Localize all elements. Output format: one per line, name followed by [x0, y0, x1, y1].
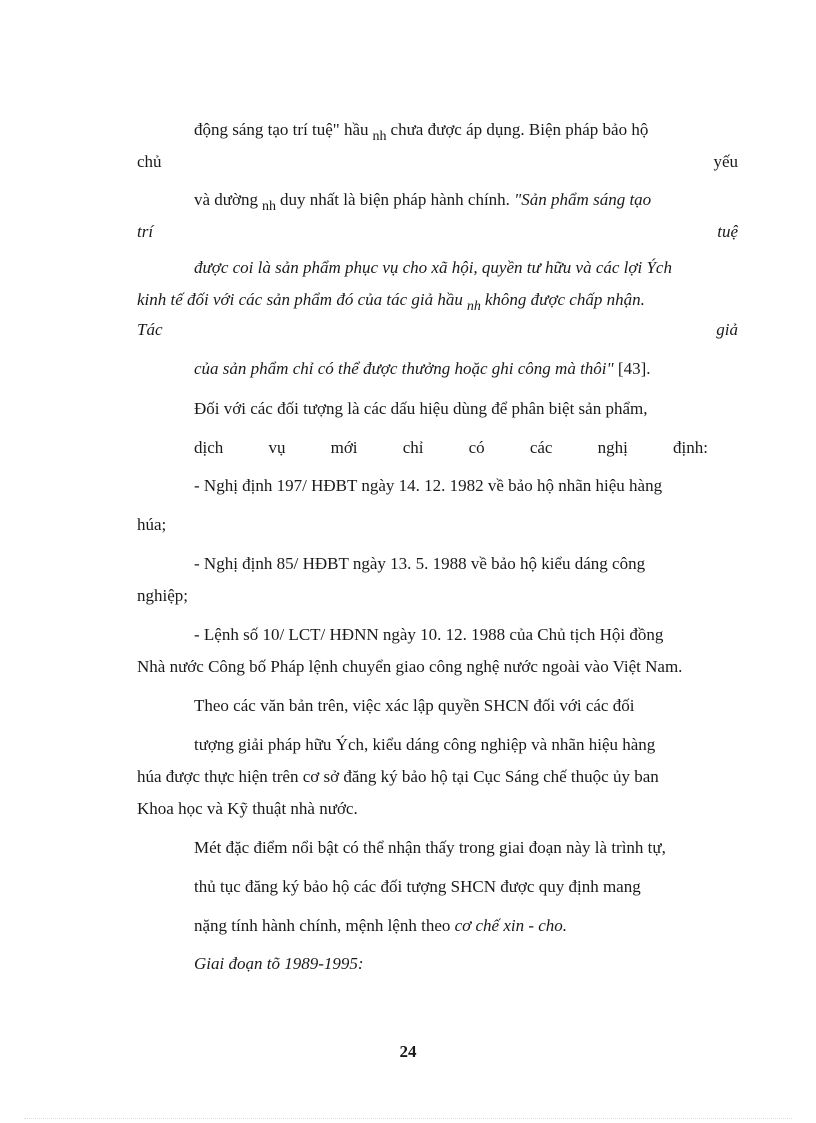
text-line-5: được coi là sản phẩm phục vụ cho xã hội, quyền tư hữu và các lợi Ých — [194, 258, 672, 277]
text-line-7: Tác giả — [137, 320, 738, 339]
text-line-9: Đối với các đối tượng là các dấu hiệu dùng để phân biệt sản phẩm, — [194, 399, 648, 418]
text-line-12: húa; — [137, 515, 167, 534]
section-heading: Giai đoạn tõ 1989-1995: — [194, 954, 364, 973]
text-line-15: - Lệnh số 10/ LCT/ HĐNN ngày 10. 12. 1988 của Chủ tịch Hội đồng — [194, 625, 664, 644]
text-line-14: nghiệp; — [137, 586, 188, 605]
text-line-4: trí tuệ — [137, 222, 738, 241]
text-line-1: động sáng tạo trí tuệ" hầu $_{nh}$ chưa được áp dụng. Biện pháp bảo hộ — [194, 120, 649, 144]
text-line-6: kinh tế đối với các sản phẩm đó của tác giả hầu $_{nh}$ không được chấp nhận. — [137, 290, 645, 314]
page-number: 24 — [399, 1042, 417, 1061]
text-line-22: thủ tục đăng ký bảo hộ các đối tượng SHCN được quy định mang — [194, 877, 641, 896]
text-line-13: - Nghị định 85/ HĐBT ngày 13. 5. 1988 về bảo hộ kiểu dáng công — [194, 554, 646, 573]
text-line-18: tượng giải pháp hữu Ých, kiểu dáng công nghiệp và nhãn hiệu hàng — [194, 735, 656, 754]
text-line-2: chủ yếu — [137, 152, 738, 171]
text-line-11: - Nghị định 197/ HĐBT ngày 14. 12. 1982 về bảo hộ nhãn hiệu hàng — [194, 476, 663, 495]
text-line-23: nặng tính hành chính, mệnh lệnh theo cơ chế xin - cho. — [194, 916, 568, 935]
page-bottom-divider — [24, 1118, 792, 1119]
text-line-17: Theo các văn bản trên, việc xác lập quyền SHCN đối với các đối — [194, 696, 635, 715]
text-line-21: Mét đặc điểm nổi bật có thể nhận thấy trong giai đoạn này là trình tự, — [194, 838, 666, 857]
text-line-8: của sản phẩm chỉ có thể được thưởng hoặc ghi công mà thôi" [43]. — [194, 359, 651, 378]
text-line-20: Khoa học và Kỹ thuật nhà nước. — [137, 799, 358, 818]
text-line-3: và dường $_{nh}$ duy nhất là biện pháp hành chính. "Sản phẩm sáng tạo — [194, 190, 652, 214]
text-line-19: húa được thực hiện trên cơ sở đăng ký bảo hộ tại Cục Sáng chế thuộc ủy ban — [137, 767, 659, 786]
text-line-10: dịch vụ mới chỉ có các nghị định: — [194, 438, 708, 457]
text-line-16: Nhà nước Công bố Pháp lệnh chuyển giao công nghệ nước ngoài vào Việt Nam. — [137, 657, 683, 676]
